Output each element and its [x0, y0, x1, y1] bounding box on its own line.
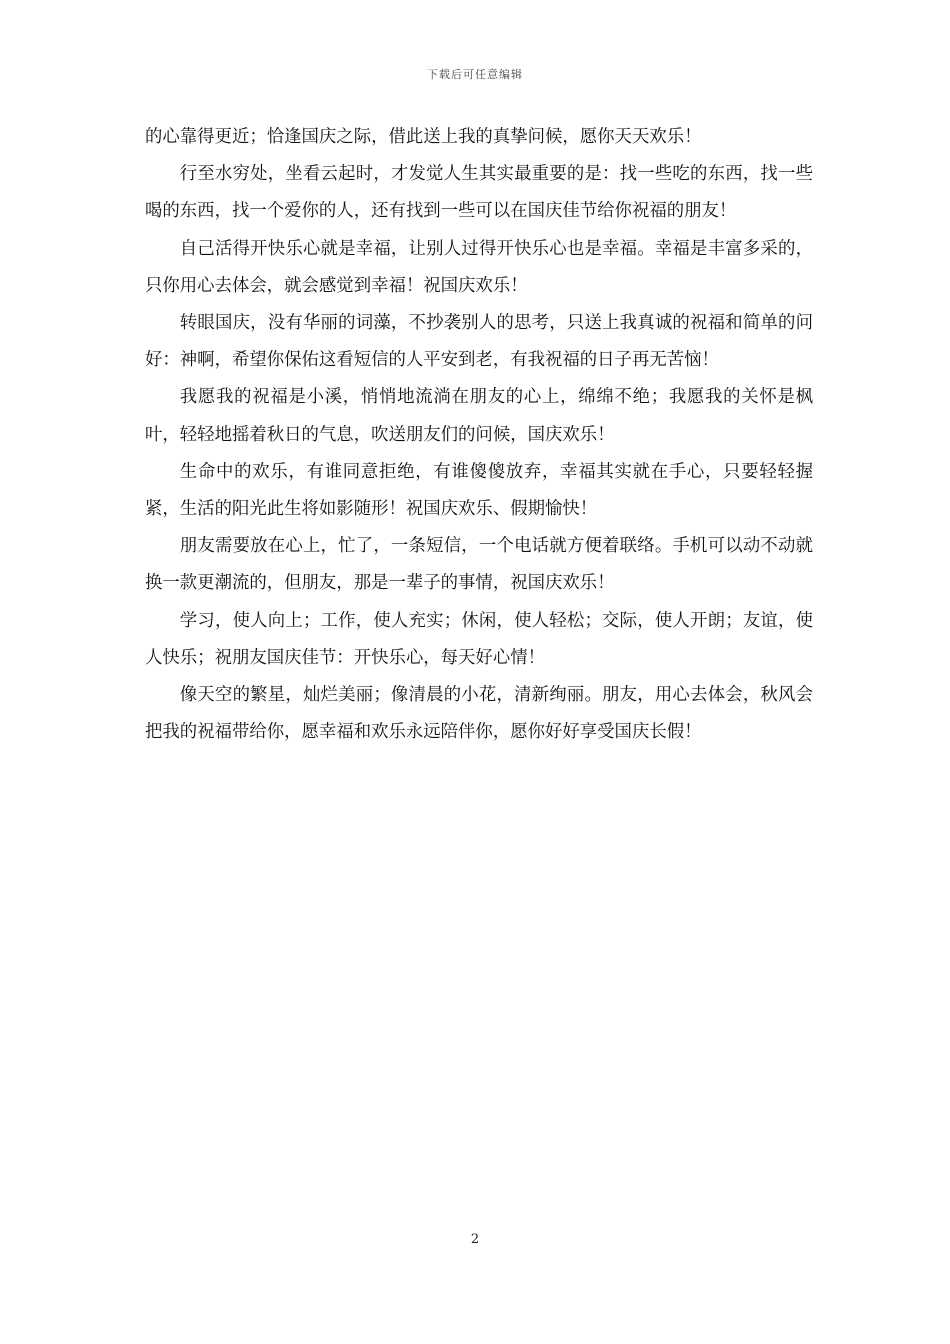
paragraph: 学习，使人向上；工作，使人充实；休闲，使人轻松；交际，使人开朗；友谊，使人快乐；祝朋友国庆佳节：开快乐心，每天好心情！ — [145, 610, 813, 668]
paragraph-continued: 的心靠得更近；恰逢国庆之际，借此送上我的真挚问候，愿你天天欢乐！ — [145, 127, 702, 147]
paragraph: 转眼国庆，没有华丽的词藻，不抄袭别人的思考，只送上我真诚的祝福和简单的问好：神啊，希望你保佑这看短信的人平安到老，有我祝福的日子再无苦恼！ — [145, 313, 813, 371]
page-number: 2 — [470, 1232, 480, 1247]
document-body — [145, 119, 813, 751]
paragraph: 我愿我的祝福是小溪，悄悄地流淌在朋友的心上，绵绵不绝；我愿我的关怀是枫叶，轻轻地摇着秋日的气息，吹送朋友们的问候，国庆欢乐！ — [145, 387, 813, 445]
paragraph: 像天空的繁星，灿烂美丽；像清晨的小花，清新绚丽。朋友，用心去体会，秋风会把我的祝福带给你，愿幸福和欢乐永远陪伴你，愿你好好享受国庆长假！ — [145, 685, 813, 743]
paragraph: 行至水穷处，坐看云起时，才发觉人生其实最重要的是：找一些吃的东西，找一些喝的东西，找一个爱你的人，还有找到一些可以在国庆佳节给你祝福的朋友！ — [145, 164, 813, 222]
page-header: 下载后可任意编辑 — [427, 68, 523, 81]
paragraph: 生命中的欢乐，有谁同意拒绝，有谁傻傻放弃，幸福其实就在手心，只要轻轻握紧，生活的阳光此生将如影随形！祝国庆欢乐、假期愉快！ — [145, 461, 813, 520]
paragraph: 朋友需要放在心上，忙了，一条短信，一个电话就方便着联络。手机可以动不动就换一款更潮流的，但朋友，那是一辈子的事情，祝国庆欢乐！ — [145, 536, 813, 594]
paragraph: 自己活得开快乐心就是幸福，让别人过得开快乐心也是幸福。幸福是丰富多采的，只你用心去体会，就会感觉到幸福！祝国庆欢乐！ — [145, 238, 813, 296]
